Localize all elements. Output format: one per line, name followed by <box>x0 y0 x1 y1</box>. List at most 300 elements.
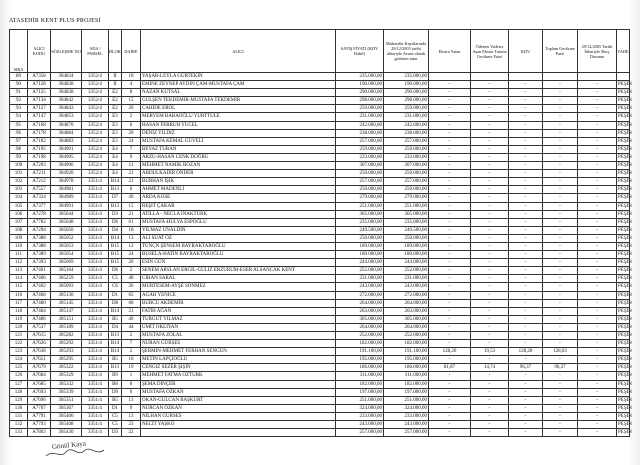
cell-blok: C5 <box>109 421 122 429</box>
cell-toplam: - <box>543 194 578 202</box>
cell-borc: - <box>578 210 617 218</box>
cell-gecikme-faizi: - <box>471 210 509 218</box>
cell-kdv: - <box>509 388 543 396</box>
cell-toplam: - <box>543 323 578 331</box>
cell-gecikme-faizi: - <box>471 242 509 250</box>
cell-alici-kodu: A7707 <box>28 404 51 412</box>
cell-sozlesme-no: 305044 <box>51 210 82 218</box>
cell-alici-kodu: A7484 <box>28 307 51 315</box>
cell-vade: PEŞİN <box>618 154 632 160</box>
cell-sira: 114 <box>10 275 28 283</box>
cell-borc: - <box>578 364 617 372</box>
cell-satis-fiyati: 264.000,00 <box>336 299 384 307</box>
cell-alici: GÜLŞEN TEKDEMİR-MUSTAFA TEKDEMİR <box>141 97 336 105</box>
cell-toplam <box>543 73 578 81</box>
cell-satis-fiyati: 250.000,00 <box>336 170 384 178</box>
cell-toplam: - <box>543 218 578 226</box>
cell-alici-kodu: A7147 <box>28 113 51 121</box>
cell-sira: 92 <box>10 97 28 105</box>
cell-avans: 251.000,00 <box>384 202 429 210</box>
cell-vade: PEŞİN <box>618 357 632 363</box>
cell-blok: D6 <box>109 267 122 275</box>
table-row <box>10 340 630 348</box>
cell-satis-fiyati: 233.000,00 <box>336 153 384 161</box>
cell-blok: D8 <box>109 299 122 307</box>
cell-sira: 102 <box>10 178 28 186</box>
cell-blok: B5 <box>109 315 122 323</box>
cell-sozlesme-no: 304843 <box>51 105 82 113</box>
cell-vade: PEŞİN <box>618 381 632 387</box>
cell-kdv: - <box>509 218 543 226</box>
cell-blok: B15 <box>109 259 122 267</box>
cell-avans: 244.000,00 <box>384 259 429 267</box>
cell-sira: 118 <box>10 307 28 315</box>
cell-borc: - <box>578 307 617 315</box>
cell-ekstra-yatan: - <box>429 153 471 161</box>
cell-alici: REŞİT ÇAKAR <box>141 202 336 210</box>
cell-daire: 4 <box>122 81 141 89</box>
cell-vade: PEŞİN <box>618 219 632 225</box>
header-blok: BLOK <box>109 30 122 73</box>
cell-sozlesme-no: 304906 <box>51 162 82 170</box>
cell-avans: 290.000,00 <box>384 89 429 97</box>
cell-toplam: - <box>543 267 578 275</box>
cell-toplam: 96,37 <box>543 364 578 372</box>
cell-blok: E3 <box>109 121 122 129</box>
cell-toplam: - <box>543 129 578 137</box>
cell-kdv: - <box>509 137 543 145</box>
cell-sira: 94 <box>10 113 28 121</box>
cell-alici-kodu: A7696 <box>28 396 51 404</box>
cell-alici-kodu: A7182 <box>28 137 51 145</box>
cell-alici: ESİN GÜN <box>141 259 336 267</box>
cell-daire: 21 <box>122 210 141 218</box>
cell-kdv: - <box>509 194 543 202</box>
cell-alici-kodu: A7693 <box>28 388 51 396</box>
cell-toplam: - <box>543 307 578 315</box>
cell-borc <box>578 73 617 81</box>
cell-vade: PEŞİN <box>618 324 632 330</box>
cell-borc: - <box>578 315 617 323</box>
header-ekstra-yatan: Ekstra Yatan <box>429 30 471 73</box>
cell-ada-parsel: 3352/4 <box>82 97 109 105</box>
table-row <box>10 315 630 323</box>
cell-borc: - <box>578 429 617 437</box>
signature-name: Gönül Kaya <box>51 439 87 451</box>
cell-vade: PEŞİN <box>618 106 632 112</box>
cell-toplam: - <box>543 202 578 210</box>
cell-ekstra-yatan: - <box>429 97 471 105</box>
cell-avans: 250.000,00 <box>384 234 429 242</box>
cell-kdv: - <box>509 121 543 129</box>
cell-sozlesme-no: 304989 <box>51 194 82 202</box>
cell-kdv: - <box>509 202 543 210</box>
cell-satis-fiyati: 263.000,00 <box>336 307 384 315</box>
table-row <box>10 372 630 380</box>
cell-ada-parsel: 3352/4 <box>82 73 109 81</box>
cell-gecikme-faizi: - <box>471 421 509 429</box>
cell-toplam: - <box>543 97 578 105</box>
table-row <box>10 73 630 81</box>
cell-avans: 305.000,00 <box>384 210 429 218</box>
cell-avans: 233.000,00 <box>384 412 429 420</box>
cell-vade: PEŞİN <box>618 365 632 371</box>
cell-sira: 123 <box>10 348 28 356</box>
cell-kdv <box>509 73 543 81</box>
cell-toplam: - <box>543 89 578 97</box>
cell-sira: 124 <box>10 356 28 364</box>
cell-satis-fiyati: 259.000,00 <box>336 145 384 153</box>
cell-sozlesme-no: 305351 <box>51 396 82 404</box>
cell-vade: PEŞİN <box>618 389 632 395</box>
cell-avans: 250.000,00 <box>384 170 429 178</box>
cell-daire: 61 <box>122 218 141 226</box>
header-toplam: Toplam Gecikme Faizi <box>543 30 578 73</box>
cell-alici: METİN LAPÇIOĞLU <box>141 356 336 364</box>
cell-sira: 120 <box>10 323 28 331</box>
cell-alici-kodu: A7388 <box>28 234 51 242</box>
cell-gecikme-faizi: - <box>471 145 509 153</box>
cell-ekstra-yatan: - <box>429 299 471 307</box>
cell-vade: PEŞİN <box>618 82 632 88</box>
cell-avans: 259.000,00 <box>384 145 429 153</box>
cell-avans: 238.000,00 <box>384 129 429 137</box>
cell-sira: 131 <box>10 412 28 420</box>
cell-blok: E2 <box>109 105 122 113</box>
cell-borc: - <box>578 291 617 299</box>
cell-ada-parsel: 3352/4 <box>82 121 109 129</box>
cell-sira: 117 <box>10 299 28 307</box>
table-row <box>10 259 630 267</box>
cell-toplam: - <box>543 315 578 323</box>
cell-sira: 96 <box>10 129 28 137</box>
cell-blok: B15 <box>109 251 122 259</box>
cell-daire: 15 <box>122 97 141 105</box>
cell-toplam: - <box>543 178 578 186</box>
cell-sozlesme-no: 304834 <box>51 73 82 81</box>
cell-kdv: - <box>509 170 543 178</box>
cell-sira: 127 <box>10 380 28 388</box>
cell-alici: ATİLLA - NECLA İNAKTÜRK <box>141 210 336 218</box>
cell-vade: PEŞİN <box>618 308 632 314</box>
cell-gecikme-faizi: - <box>471 291 509 299</box>
cell-gecikme-faizi: - <box>471 396 509 404</box>
cell-vade: PEŞİN <box>618 284 632 290</box>
cell-toplam: - <box>543 153 578 161</box>
cell-vade: PEŞİN <box>618 146 632 152</box>
cell-ada-parsel: 3351/4 <box>82 283 109 291</box>
table-row <box>10 178 630 186</box>
cell-gecikme-faizi: - <box>471 218 509 226</box>
table-row <box>10 396 630 404</box>
cell-ekstra-yatan: - <box>429 396 471 404</box>
cell-borc: - <box>578 105 617 113</box>
table-body <box>10 73 630 437</box>
cell-kdv: - <box>509 291 543 299</box>
cell-kdv: - <box>509 97 543 105</box>
table-row <box>10 105 630 113</box>
table-row <box>10 380 630 388</box>
cell-ekstra-yatan: - <box>429 283 471 291</box>
cell-avans: 235.000,00 <box>384 218 429 226</box>
cell-gecikme-faizi: - <box>471 202 509 210</box>
cell-sozlesme-no: 305322 <box>51 364 82 372</box>
cell-vade: PEŞİN <box>618 413 632 419</box>
cell-borc: - <box>578 259 617 267</box>
cell-ekstra-yatan: - <box>429 145 471 153</box>
cell-avans: 243.000,00 <box>384 283 429 291</box>
cell-borc: - <box>578 372 617 380</box>
cell-ada-parsel: 3351/4 <box>82 178 109 186</box>
cell-gecikme-faizi: - <box>471 113 509 121</box>
cell-blok: B14 <box>109 178 122 186</box>
table-row <box>10 429 630 437</box>
cell-borc: - <box>578 421 617 429</box>
cell-toplam: - <box>543 105 578 113</box>
cell-vade: PEŞİN <box>618 422 632 428</box>
cell-kdv: - <box>509 259 543 267</box>
cell-borc: - <box>578 340 617 348</box>
cell-daire: 15 <box>122 202 141 210</box>
cell-avans: 231.000,00 <box>384 275 429 283</box>
cell-satis-fiyati: 298.000,00 <box>336 97 384 105</box>
cell-vade: PEŞİN <box>618 195 632 201</box>
cell-ada-parsel: 3352/4 <box>82 153 109 161</box>
cell-ada-parsel: 3351/4 <box>82 356 109 364</box>
cell-ada-parsel: 3351/4 <box>82 421 109 429</box>
table-row <box>10 267 630 275</box>
cell-satis-fiyati: 250.000,00 <box>336 234 384 242</box>
cell-avans: 197.000,00 <box>384 388 429 396</box>
cell-blok: C5 <box>109 275 122 283</box>
cell-blok: E2 <box>109 97 122 105</box>
cell-avans: 257.000,00 <box>384 137 429 145</box>
cell-avans: 249.500,00 <box>384 226 429 234</box>
cell-borc: - <box>578 348 617 356</box>
cell-alici: ALİ SUAT ÖZ <box>141 234 336 242</box>
cell-sozlesme-no: 304870 <box>51 121 82 129</box>
cell-blok: E4 <box>109 153 122 161</box>
cell-toplam: - <box>543 210 578 218</box>
cell-satis-fiyati: 324.000,00 <box>336 404 384 412</box>
cell-alici: YAŞAR-LEYLA GÜRTEKİN <box>141 73 336 81</box>
cell-kdv: - <box>509 162 543 170</box>
cell-blok: D4 <box>109 226 122 234</box>
cell-sozlesme-no: 304991 <box>51 202 82 210</box>
cell-avans: 231.000,00 <box>384 113 429 121</box>
cell-sira: 93 <box>10 105 28 113</box>
cell-sira: 105 <box>10 202 28 210</box>
cell-borc: - <box>578 323 617 331</box>
cell-ada-parsel: 3352/4 <box>82 170 109 178</box>
cell-kdv: - <box>509 178 543 186</box>
cell-borc: - <box>578 299 617 307</box>
cell-daire: 11 <box>122 162 141 170</box>
table-row <box>10 113 630 121</box>
cell-blok: C5 <box>109 412 122 420</box>
cell-vade: PEŞİN <box>618 397 632 403</box>
cell-ada-parsel: 3351/4 <box>82 412 109 420</box>
cell-gecikme-faizi: - <box>471 340 509 348</box>
cell-alici-kodu: A7791 <box>28 412 51 420</box>
cell-vade: PEŞİN <box>618 349 632 355</box>
cell-borc: - <box>578 218 617 226</box>
cell-gecikme-faizi: - <box>471 97 509 105</box>
cell-sira: 111 <box>10 251 28 259</box>
cell-daire: 2 <box>122 348 141 356</box>
cell-ekstra-yatan: - <box>429 380 471 388</box>
cell-alici: CENGİZ SEZER ŞİŞİN <box>141 364 336 372</box>
cell-sozlesme-no: 305292 <box>51 340 82 348</box>
cell-alici-kodu: A7128 <box>28 81 51 89</box>
cell-alici <box>141 429 336 437</box>
cell-alici-kodu: A7537 <box>28 323 51 331</box>
cell-daire: 12 <box>122 242 141 250</box>
cell-satis-fiyati: 195.000,00 <box>336 356 384 364</box>
cell-gecikme-faizi: - <box>471 170 509 178</box>
cell-ada-parsel: 3351/4 <box>82 323 109 331</box>
header-satis-fiyati: SATIŞ FİYATI (KDV Dahil) <box>336 30 384 73</box>
cell-toplam: - <box>543 283 578 291</box>
cell-ekstra-yatan: - <box>429 388 471 396</box>
cell-blok: E2 <box>109 89 122 97</box>
cell-gecikme-faizi: - <box>471 404 509 412</box>
cell-avans: 190.000,00 <box>384 81 429 89</box>
cell-vade: PEŞİN <box>618 430 632 436</box>
cell-toplam: - <box>543 372 578 380</box>
cell-avans: 324.000,00 <box>384 404 429 412</box>
cell-gecikme-faizi: - <box>471 234 509 242</box>
cell-blok: B14 <box>109 307 122 315</box>
cell-sozlesme-no: 304853 <box>51 113 82 121</box>
cell-ada-parsel: 3351/4 <box>82 267 109 275</box>
cell-avans: 307.000,00 <box>384 162 429 170</box>
cell-sozlesme-no: 305293 <box>51 348 82 356</box>
cell-ekstra-yatan: - <box>429 113 471 121</box>
cell-borc: - <box>578 97 617 105</box>
cell-borc: - <box>578 412 617 420</box>
cell-alici: CİHAN SARAL <box>141 275 336 283</box>
cell-sira: 95 <box>10 121 28 129</box>
cell-alici-kodu: A7393 <box>28 259 51 267</box>
cell-blok: B13 <box>109 186 122 194</box>
cell-sozlesme-no: 305282 <box>51 332 82 340</box>
cell-satis-fiyati: 197.000,00 <box>336 388 384 396</box>
cell-satis-fiyati: 190.000,00 <box>336 81 384 89</box>
cell-alici-kodu: A7401 <box>28 267 51 275</box>
cell-avans: 259.000,00 <box>384 105 429 113</box>
cell-borc: - <box>578 267 617 275</box>
cell-alici: NURAN GÜRSES <box>141 340 336 348</box>
cell-kdv: - <box>509 323 543 331</box>
cell-toplam: - <box>543 396 578 404</box>
table-row <box>10 234 630 242</box>
cell-borc: - <box>578 89 617 97</box>
table-row <box>10 81 630 89</box>
cell-ada-parsel: 3351/4 <box>82 364 109 372</box>
cell-sira: 129 <box>10 396 28 404</box>
cell-satis-fiyati: 305.000,00 <box>336 210 384 218</box>
cell-ada-parsel: 3351/4 <box>82 251 109 259</box>
table-row <box>10 210 630 218</box>
header-sozlesme-no: SÖZLEŞME NO <box>51 30 82 73</box>
cell-satis-fiyati: 257.000,00 <box>336 178 384 186</box>
cell-ekstra-yatan: - <box>429 194 471 202</box>
cell-ada-parsel: 3352/4 <box>82 113 109 121</box>
cell-sozlesme-no: 305332 <box>51 380 82 388</box>
cell-blok: B9 <box>109 372 122 380</box>
cell-gecikme-faizi: - <box>471 129 509 137</box>
table-row <box>10 170 630 178</box>
cell-kdv: - <box>509 421 543 429</box>
cell-ekstra-yatan: 81,87 <box>429 364 471 372</box>
cell-kdv: - <box>509 332 543 340</box>
header-ada-parsel: ADA / PARSEL <box>82 30 109 73</box>
cell-avans: 264.000,00 <box>384 299 429 307</box>
cell-avans: 298.000,00 <box>384 97 429 105</box>
cell-alici-kodu: A7803 <box>28 429 51 437</box>
cell-sira: 126 <box>10 372 28 380</box>
cell-kdv: - <box>509 299 543 307</box>
cell-gecikme-faizi <box>471 73 509 81</box>
cell-sozlesme-no: 305406 <box>51 412 82 420</box>
cell-borc: - <box>578 153 617 161</box>
cell-kdv: - <box>509 129 543 137</box>
cell-satis-fiyati: 250.000,00 <box>336 186 384 194</box>
cell-sozlesme-no: 305329 <box>51 372 82 380</box>
cell-borc: - <box>578 356 617 364</box>
cell-gecikme-faizi: - <box>471 380 509 388</box>
cell-daire: 40 <box>122 275 141 283</box>
cell-avans: 257.000,00 <box>384 178 429 186</box>
table-row <box>10 242 630 250</box>
cell-blok: D4 <box>109 323 122 331</box>
cell-sozlesme-no: 305430 <box>51 429 82 437</box>
cell-satis-fiyati: 257.000,00 <box>336 137 384 145</box>
table-row <box>10 137 630 145</box>
cell-borc: - <box>578 162 617 170</box>
cell-ada-parsel: 3351/4 <box>82 404 109 412</box>
cell-sozlesme-no: 304838 <box>51 81 82 89</box>
cell-blok: II <box>109 81 122 89</box>
cell-alici: SENEM ARSLAN ERGİL-GÜLİZ ERZURUM-ESER ALSANCAK KENT <box>141 267 336 275</box>
cell-gecikme-faizi: - <box>471 81 509 89</box>
cell-alici-kodu: A7212 <box>28 178 51 186</box>
cell-sira: 99 <box>10 153 28 161</box>
cell-alici: MUSTAFA KEMAL GÜVELİ <box>141 137 336 145</box>
cell-sira: 108 <box>10 226 28 234</box>
cell-borc: - <box>578 202 617 210</box>
cell-sozlesme-no: 304920 <box>51 170 82 178</box>
cell-vade: PEŞİN <box>618 179 632 185</box>
cell-blok: D1 <box>109 291 122 299</box>
cell-ada-parsel: 3351/4 <box>82 234 109 242</box>
cell-satis-fiyati: 182.000,00 <box>336 340 384 348</box>
cell-alici-kodu: A7178 <box>28 129 51 137</box>
cell-blok: D9 <box>109 388 122 396</box>
cell-ada-parsel: 3351/4 <box>82 396 109 404</box>
cell-ekstra-yatan: - <box>429 404 471 412</box>
cell-gecikme-faizi: - <box>471 356 509 364</box>
cell-ekstra-yatan: - <box>429 170 471 178</box>
cell-toplam: - <box>543 234 578 242</box>
cell-satis-fiyati: 186.000,00 <box>336 364 384 372</box>
cell-blok: II <box>109 73 122 81</box>
cell-alici: ŞEMA DİNÇER <box>141 380 336 388</box>
cell-alici: HASAN FERRUH YÜCEL <box>141 121 336 129</box>
cell-toplam: - <box>543 137 578 145</box>
header-borc: 29/12/2005 Tarihi İtibariyle Borç Durumu <box>578 30 617 73</box>
